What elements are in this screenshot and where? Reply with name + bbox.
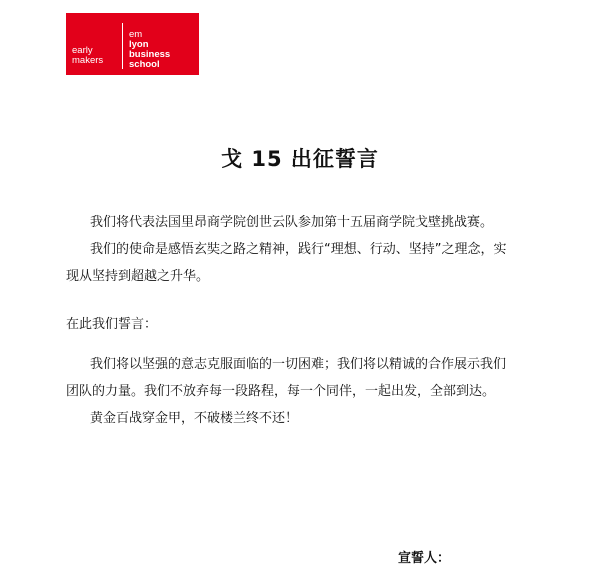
logo-right-text [129, 30, 170, 70]
em-lyon-logo [66, 13, 199, 75]
paragraph-3-line-1: 我们将以坚强的意志克服面临的一切困难；我们将以精诚的合作展示我们 [90, 357, 507, 372]
logo-left-text [72, 46, 103, 66]
logo-business: business [129, 49, 171, 60]
paragraph-4: 黄金百战穿金甲，不破楼兰终不还！ [90, 411, 299, 426]
signature-label: 宣誓人： [398, 551, 451, 566]
logo-early: early [72, 45, 93, 56]
logo-lyon: lyon [129, 39, 149, 50]
logo-school: school [129, 59, 160, 70]
oath-intro: 在此我们誓言： [66, 317, 158, 332]
logo-em: em [129, 29, 143, 40]
paragraph-3-line-2: 团队的力量。我们不放弃每一段路程，每一个同伴，一起出发，全部到达。 [66, 384, 496, 399]
paragraph-2-line-1: 我们的使命是感悟玄奘之路之精神，践行“理想、行动、坚持”之理念，实 [90, 242, 507, 257]
paragraph-2-line-2: 现从坚持到超越之升华。 [66, 269, 210, 284]
page-title: 戈 15 出征誓言 [221, 147, 379, 171]
paragraph-1: 我们将代表法国里昂商学院创世云队参加第十五届商学院戈壁挑战赛。 [90, 215, 494, 230]
logo-makers: makers [72, 55, 104, 66]
logo-divider [122, 23, 123, 69]
